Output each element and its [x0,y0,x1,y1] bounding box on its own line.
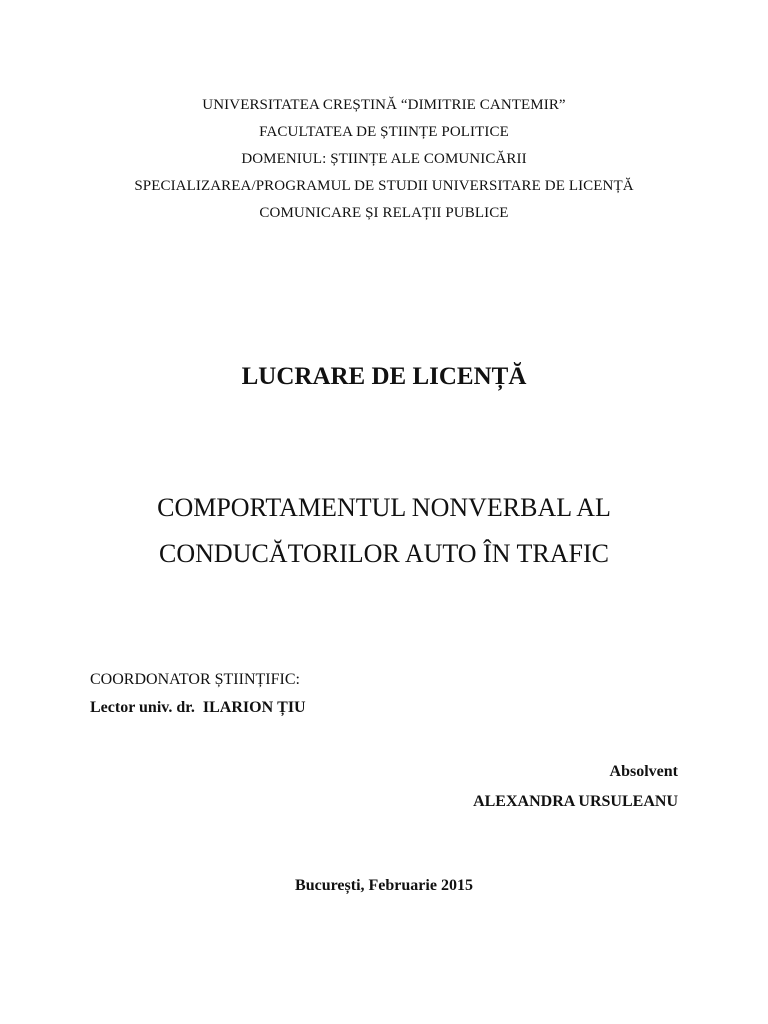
domain-name: DOMENIUL: ȘTIINȚE ALE COMUNICĂRII [241,151,527,167]
thesis-title [0,485,768,577]
thesis-title-line-2: CONDUCĂTORILOR AUTO ÎN TRAFIC [159,539,609,568]
coordinator-label: COORDONATOR ȘTIINȚIFIC: [90,671,300,688]
institution-header [0,92,768,227]
document-type-heading: LUCRARE DE LICENȚĂ [241,363,527,390]
faculty-name: FACULTATEA DE ȘTIINȚE POLITICE [259,124,509,140]
specialization-name: SPECIALIZAREA/PROGRAMUL DE STUDII UNIVERSITARE DE LICENȚĂ [134,178,634,194]
coordinator-name: Lector univ. dr. ILARION ȚIU [90,699,306,716]
program-name: COMUNICARE ȘI RELAȚII PUBLICE [259,205,509,221]
graduate-label: Absolvent [609,763,678,780]
graduate-name: ALEXANDRA URSULEANU [473,793,678,810]
graduate-block [473,757,678,817]
coordinator-block [90,666,306,722]
place-and-date: București, Februarie 2015 [295,877,473,894]
university-name: UNIVERSITATEA CREȘTINĂ “DIMITRIE CANTEMIR” [202,97,566,113]
thesis-title-line-1: COMPORTAMENTUL NONVERBAL AL [157,493,611,522]
